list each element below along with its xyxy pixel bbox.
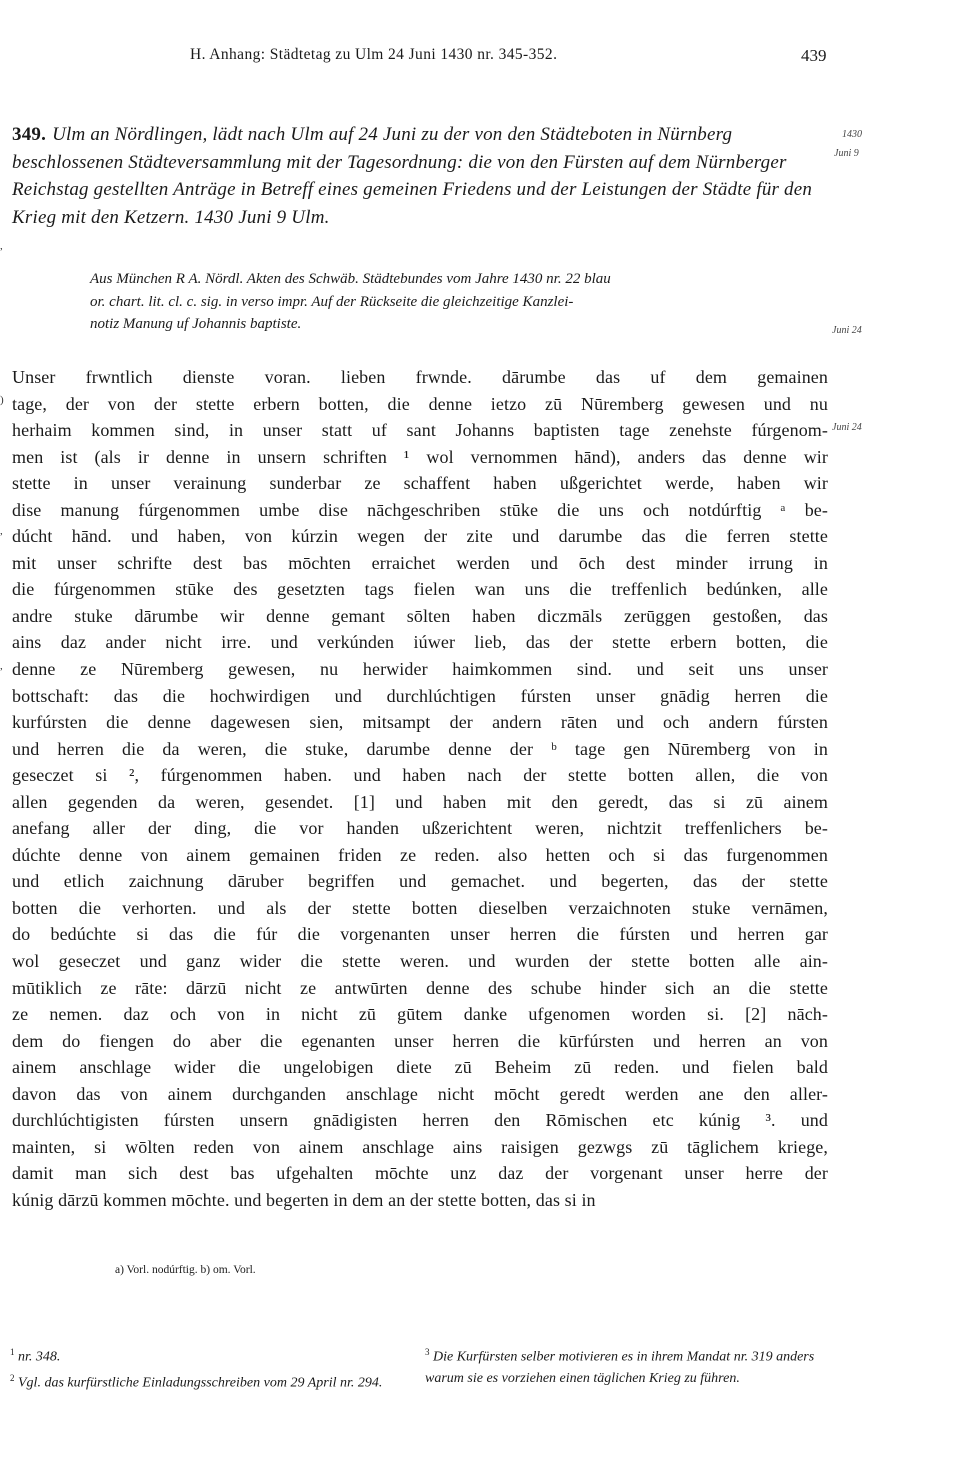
document-heading (12, 121, 830, 231)
body-line: herhaim kommen sind, in unser statt uf sant Johanns baptisten tage zenehste fúrgenom- (12, 420, 828, 441)
body-line: dem do fiengen do aber die egenanten unser herren die kūrfúrsten und herren an von (12, 1030, 828, 1051)
footnote-text: nr. 348. (18, 1349, 61, 1365)
body-line: allen gegenden da weren, gesendet. [1] und haben mit den geredt, das si zū ainem (12, 791, 828, 812)
footnote-mark: 1 (10, 1347, 15, 1357)
body-line: bottschaft: das die hochwirdigen und durchlúchtigen fúrsten unser gnādig herren die (12, 685, 828, 706)
body-line: ze nemen. daz och von in nicht zū gūtem danke ufgenomen worden si. [2] nāch- (12, 1004, 828, 1025)
body-line: davon das von ainem durchganden anschlage nicht mōcht geredt werden ane den aller- (12, 1083, 828, 1104)
body-line: ains daz ander nicht irre. und verkúnden iúwer lieb, das der stette erbern botten, die (12, 632, 828, 653)
margin-edge-mark: , (0, 660, 3, 672)
running-header: H. Anhang: Städtetag zu Ulm 24 Juni 1430 nr. 345-352. (190, 46, 558, 63)
footnote-text: Die Kurfürsten selber motivieren es in ihrem Mandat nr. 319 anders warum sie es vorziehen einen täglichen Krieg zu führen. (425, 1349, 815, 1386)
body-line: wol geseczet und ganz wider die stette weren. und wurden der stette botten alle ain- (12, 951, 828, 972)
footnote (10, 1342, 410, 1368)
body-line: anefang aller der ding, die vor handen ußzerichtent weren, nichtzit treffenlichers be- (12, 818, 828, 839)
body-line: Unser frwntlich dienste voran. lieben frwnde. dārumbe das uf dem gemainen (12, 367, 828, 387)
body-line: denne ze Nūremberg gewesen, nu herwider haimkommen sind. und seit uns unser (12, 659, 828, 680)
source-line: notiz Manung uf Johannis baptiste. (90, 316, 302, 332)
source-note (90, 268, 842, 336)
footnote-mark: 3 (425, 1347, 430, 1357)
footnotes-right (425, 1342, 825, 1389)
body-line: kurfúrsten die denne dagewesen sien, mitsampt der andern rāten und och andern fúrsten (12, 712, 828, 733)
body-line: andre stuke dārumbe wir denne gemant sōlten haben diczmāls zerūggen gestoßen, das (12, 605, 828, 626)
source-line: Aus München R A. Nördl. Akten des Schwäb. Städtebundes vom Jahre 1430 nr. 22 blau (90, 271, 611, 287)
margin-edge-mark: , (0, 240, 3, 252)
footnote (10, 1368, 410, 1394)
footnote-text: Vgl. das kurfürstliche Einladungsschreiben vom 29 April nr. 294. (18, 1375, 383, 1391)
body-line: dúchte denne von ainem gemainen friden ze reden. also hetten och si das furgenommen (12, 844, 828, 865)
margin-edge-mark: , (0, 525, 3, 537)
body-line: geseczet si ², fúrgenommen haben. und haben nach der stette botten allen, die von (12, 765, 828, 786)
body-line: do bedúchte si das die fúr die vorgenanten unser herren die fúrsten und herren gar (12, 924, 828, 945)
margin-date-low: Juni 24 (832, 422, 862, 433)
body-line: tage, der von der stette erbern botten, die denne ietzo zū Nūremberg gewesen und nu (12, 393, 828, 414)
footnotes-left (10, 1342, 410, 1393)
margin-date-mid: Juni 24 (832, 325, 862, 336)
body-line: mainten, si wōlten reden von ainem anschlage ains raisigen gezwgs zū tāglichem kriege, (12, 1136, 828, 1157)
body-line: und etlich zaichnung dāruber begriffen und gemachet. und begerten, das der stette (12, 871, 828, 892)
page-number: 439 (801, 46, 827, 65)
document-regest: Ulm an Nördlingen, lädt nach Ulm auf 24 Juni zu der von den Städteboten in Nürnberg beschlossenen Städteversammlung mit der Tagesordnung: die von den Fürsten auf dem Nürnberger Reichstag gestellten Anträge in Betreff eines gemeinen Friedens und der Leistungen der Städte für den Krieg mit den Ketzern. 1430 Juni 9 Ulm. (12, 124, 813, 228)
body-line: men ist (als ir denne in unsern schriften ¹ wol vernommen hānd), anders das denne wir (12, 446, 828, 467)
body-line: stette in unser verainung sunderbar ze schaffent haben ußgerichtet werde, haben wir (12, 473, 828, 494)
letter-body (12, 364, 828, 1214)
body-line: durchlúchtigisten fúrsten unsern gnādigisten herren den Rōmischen etc kúnig ³. und (12, 1110, 828, 1131)
body-line: dúcht hānd. und haben, von kúrzin wegen der zite und darumbe das die ferren stette (12, 526, 828, 547)
body-line: dise manung fúrgenommen umbe dise nāchgeschriben stūke die uns och notdúrftig ᵃ be- (12, 499, 828, 520)
body-line: mūtiklich ze rāte: dārzū nicht ze antwūrten denne des schube hinder sich an die stette (12, 977, 828, 998)
body-line: die fúrgenommen stūke des gesetzten tags fielen wan uns die treffenlich bedúnken, alle (12, 579, 828, 600)
body-line: kúnig dārzū kommen mōchte. und begerten in dem an der stette botten, das si in (12, 1189, 596, 1210)
body-line: und herren die da weren, die stuke, darumbe denne der ᵇ tage gen Nūremberg von in (12, 738, 828, 759)
footnote-mark: 2 (10, 1372, 15, 1383)
body-line: mit unser schrifte dest bas mōchten erraichet werden und ōch dest minder irrung in (12, 552, 828, 573)
body-line: botten die verhorten. und als der stette botten dieselben verzaichnoten stuke vernāmen, (12, 897, 828, 918)
footnote (425, 1342, 825, 1389)
margin-edge-mark: ) (0, 394, 4, 406)
text-critical-apparatus: a) Vorl. nodúrftig. b) om. Vorl. (115, 1264, 256, 1276)
body-line: damit man sich dest bas ufgehalten mōchte unz daz der vorgenant unser herre der (12, 1163, 828, 1184)
body-line: ainem anschlage wider die ungelobigen diete zū Beheim zū reden. und fielen bald (12, 1057, 828, 1078)
source-line: or. chart. lit. cl. c. sig. in verso impr. Auf der Rückseite die gleichzeitige Kanzlei- (90, 293, 574, 310)
margin-date-year: 1430 (842, 129, 862, 140)
document-number: 349. (12, 124, 47, 145)
margin-date-top: Juni 9 (834, 148, 859, 159)
